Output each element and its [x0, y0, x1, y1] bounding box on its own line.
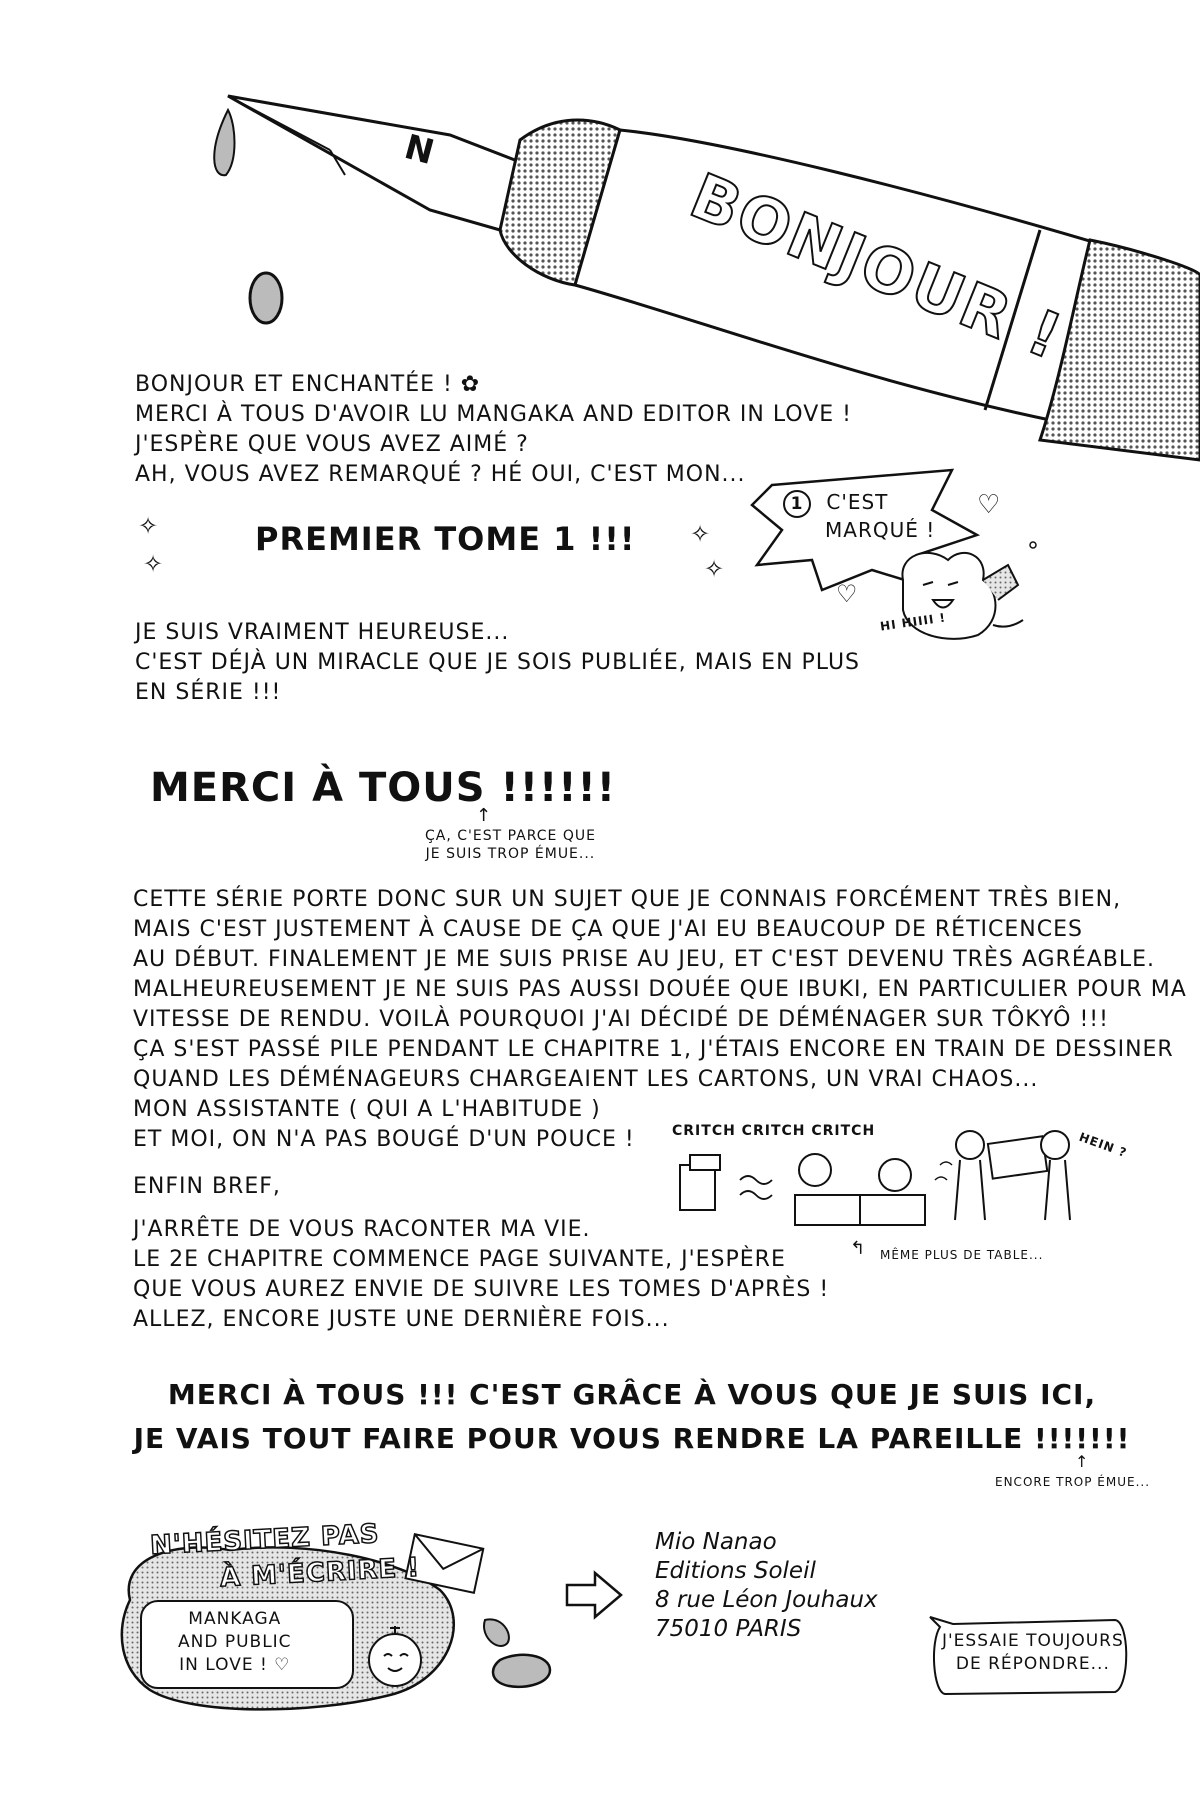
write-banner-line: À M'ÉCRIRE !: [219, 1552, 421, 1594]
final-note: ENCORE TROP ÉMUE...: [995, 1475, 1151, 1489]
arrow-up-icon: ↑: [1075, 1452, 1089, 1471]
story-line: MON ASSISTANTE ( QUI A L'HABITUDE ): [133, 1097, 601, 1122]
story-line: MALHEUREUSEMENT JE NE SUIS PAS AUSSI DOUÉE QUE IBUKI, EN PARTICULIER POUR MA: [133, 977, 1187, 1002]
address-block: [655, 1528, 878, 1644]
cat-bubble-line: C'EST: [826, 490, 889, 514]
cat-doodle: [888, 540, 1038, 650]
cat-bubble-line: MARQUÉ !: [825, 518, 936, 542]
right-arrow-icon: [565, 1570, 625, 1620]
ink-drop-icon: [214, 110, 234, 175]
arrow-curved-icon: ↰: [850, 1238, 866, 1259]
story-line: VITESSE DE RENDU. VOILÀ POURQUOI J'AI DÉCIDÉ DE DÉMÉNAGER SUR TÔKYÔ !!!: [133, 1007, 1109, 1032]
closing-line: ALLEZ, ENCORE JUSTE UNE DERNIÈRE FOIS...: [133, 1307, 670, 1332]
arrow-up-icon: ↑: [476, 805, 492, 826]
closing-line: J'ARRÊTE DE VOUS RACONTER MA VIE.: [133, 1217, 591, 1242]
enfin-line: ENFIN BREF,: [133, 1174, 281, 1199]
intro-line: J'ESPÈRE QUE VOUS AVEZ AIMÉ ?: [135, 432, 529, 457]
sketch-sound: CRITCH CRITCH CRITCH: [672, 1123, 876, 1139]
intro-line: BONJOUR ET ENCHANTÉE ! ✿: [135, 372, 481, 397]
cat-bubble-text: [783, 490, 935, 542]
write-banner-line: N'HÉSITEZ PAS: [149, 1519, 381, 1562]
story-line: MAIS C'EST JUSTEMENT À CAUSE DE ÇA QUE J'AI EU BEAUCOUP DE RÉTICENCES: [133, 917, 1083, 942]
thanks-headline: MERCI À TOUS !!!!!!: [150, 765, 616, 811]
heart-icon: ♡: [836, 580, 858, 608]
final-headline-line: JE VAIS TOUT FAIRE POUR VOUS RENDRE LA PAREILLE !!!!!!!: [133, 1422, 1131, 1455]
sign-line: MANKAGA: [188, 1609, 282, 1629]
address-street: 8 rue Léon Jouhaux: [655, 1587, 878, 1613]
sparkle-icon: ✧: [143, 550, 164, 578]
story-line: ET MOI, ON N'A PAS BOUGÉ D'UN POUCE !: [133, 1127, 635, 1152]
thanks-note-line: JE SUIS TROP ÉMUE...: [425, 846, 596, 862]
sparkle-icon: ✧: [138, 512, 159, 540]
sketch-hein: HEIN ?: [1077, 1129, 1129, 1161]
write-banner: [149, 1519, 421, 1594]
happy-line: JE SUIS VRAIMENT HEUREUSE...: [135, 620, 510, 645]
happy-line: EN SÉRIE !!!: [135, 680, 282, 705]
story-line: ÇA S'EST PASSÉ PILE PENDANT LE CHAPITRE 1, J'ÉTAIS ENCORE EN TRAIN DE DESSINER: [133, 1037, 1174, 1062]
heart-icon: ♡: [977, 490, 1001, 520]
address-publisher: Editions Soleil: [655, 1558, 816, 1584]
story-line: CETTE SÉRIE PORTE DONC SUR UN SUJET QUE JE CONNAIS FORCÉMENT TRÈS BIEN,: [133, 887, 1122, 912]
love-sign-text: [178, 1608, 292, 1677]
sparkle-icon: ✧: [690, 520, 711, 548]
reply-line: J'ESSAIE TOUJOURS: [942, 1631, 1124, 1651]
story-line: AU DÉBUT. FINALEMENT JE ME SUIS PRISE AU JEU, ET C'EST DEVENU TRÈS AGRÉABLE.: [133, 947, 1156, 972]
intro-paragraph: [135, 370, 852, 490]
thanks-note-line: ÇA, C'EST PARCE QUE: [425, 828, 596, 844]
address-city: 75010 PARIS: [655, 1616, 802, 1642]
ink-drop-icon: [250, 273, 282, 323]
reply-bubble-text: [942, 1630, 1124, 1676]
sign-line: IN LOVE ! ♡: [179, 1655, 291, 1675]
cat-sound: HI HIIII !: [879, 610, 947, 634]
happy-paragraph: [135, 618, 860, 708]
happy-line: C'EST DÉJÀ UN MIRACLE QUE JE SOIS PUBLIÉE, MAIS EN PLUS: [135, 650, 861, 675]
volume-headline: PREMIER TOME 1 !!!: [255, 520, 636, 558]
story-line: QUAND LES DÉMÉNAGEURS CHARGEAIENT LES CARTONS, UN VRAI CHAOS...: [133, 1067, 1039, 1092]
address-name: Mio Nanao: [655, 1529, 777, 1555]
thanks-note: [425, 827, 596, 863]
reply-line: DE RÉPONDRE...: [955, 1654, 1110, 1674]
sparkle-icon: ✧: [704, 555, 725, 583]
pen-bonjour-label: BONJOUR !: [680, 158, 1073, 375]
final-headline-line: MERCI À TOUS !!! C'EST GRÂCE À VOUS QUE JE SUIS ICI,: [167, 1378, 1097, 1411]
final-headline: [132, 1373, 1132, 1461]
smiling-face-icon: [360, 1620, 430, 1690]
intro-line: AH, VOUS AVEZ REMARQUÉ ? HÉ OUI, C'EST MON...: [135, 462, 746, 487]
nib-mark: N: [400, 126, 439, 174]
sketch-caption: MÊME PLUS DE TABLE...: [880, 1248, 1044, 1262]
sign-line: AND PUBLIC: [178, 1632, 292, 1652]
closing-line: QUE VOUS AUREZ ENVIE DE SUIVRE LES TOMES D'APRÈS !: [133, 1277, 830, 1302]
closing-paragraph: [133, 1215, 829, 1335]
closing-line: LE 2E CHAPITRE COMMENCE PAGE SUIVANTE, J'ESPÈRE: [133, 1247, 786, 1272]
intro-line: MERCI À TOUS D'AVOIR LU MANGAKA AND EDITOR IN LOVE !: [135, 402, 852, 427]
number-circle: 1: [783, 490, 811, 518]
